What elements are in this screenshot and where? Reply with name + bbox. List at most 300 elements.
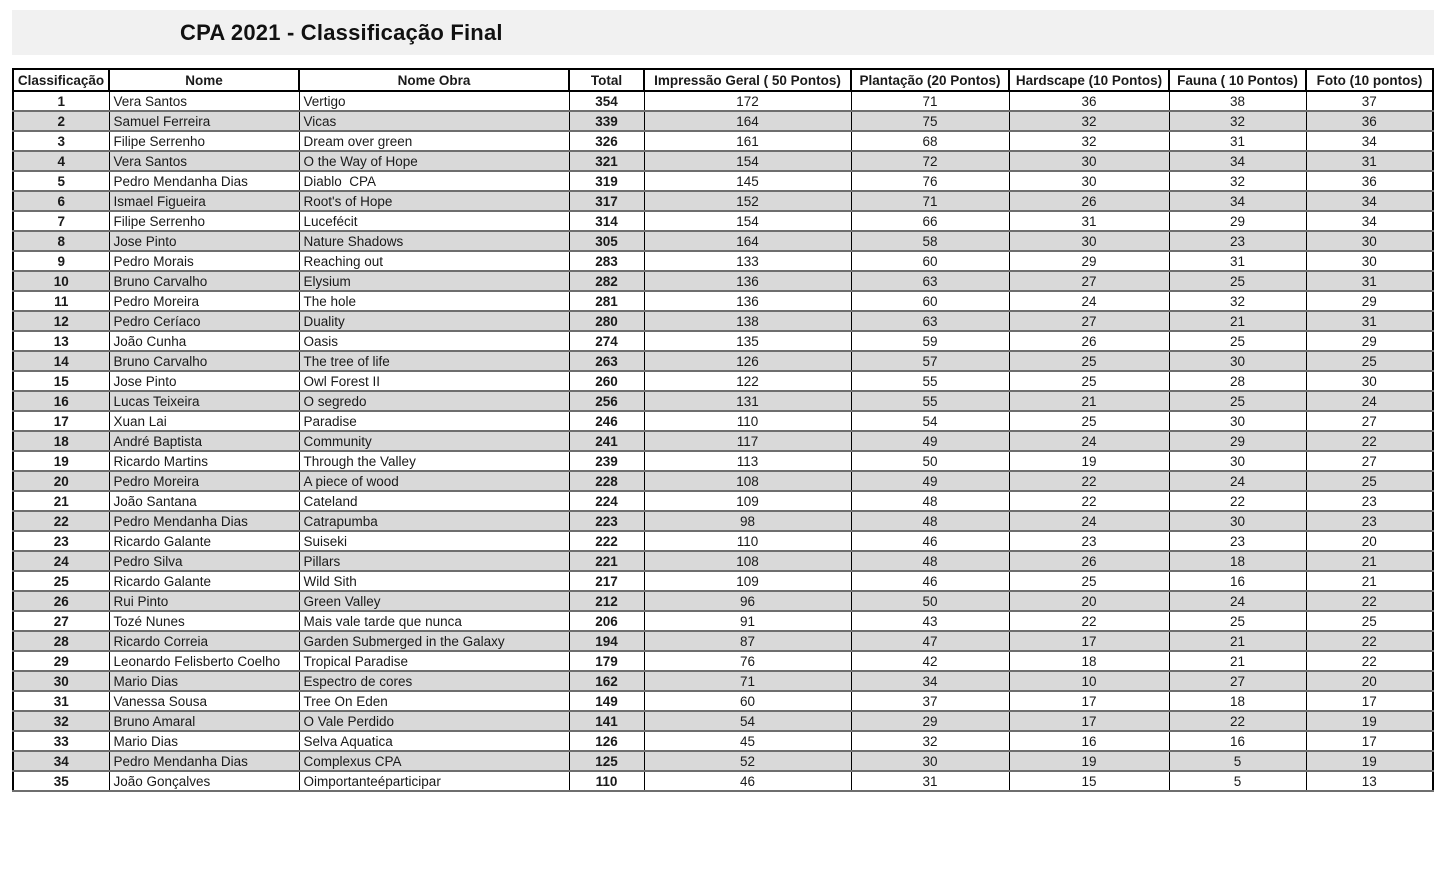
cell-hardscape: 19 bbox=[1009, 451, 1169, 471]
cell-total: 263 bbox=[569, 351, 644, 371]
cell-hardscape: 29 bbox=[1009, 251, 1169, 271]
cell-nome: Rui Pinto bbox=[109, 591, 299, 611]
cell-total: 179 bbox=[569, 651, 644, 671]
cell-classificacao: 17 bbox=[13, 411, 109, 431]
cell-plantacao: 47 bbox=[851, 631, 1009, 651]
cell-nome-obra: Diablo CPA bbox=[299, 171, 569, 191]
cell-foto: 31 bbox=[1306, 271, 1433, 291]
cell-plantacao: 60 bbox=[851, 251, 1009, 271]
cell-nome-obra: Complexus CPA bbox=[299, 751, 569, 771]
cell-foto: 20 bbox=[1306, 531, 1433, 551]
cell-hardscape: 27 bbox=[1009, 271, 1169, 291]
cell-fauna: 5 bbox=[1169, 771, 1306, 791]
cell-fauna: 25 bbox=[1169, 391, 1306, 411]
cell-foto: 22 bbox=[1306, 591, 1433, 611]
col-header-total: Total bbox=[569, 69, 644, 91]
cell-foto: 25 bbox=[1306, 351, 1433, 371]
cell-fauna: 32 bbox=[1169, 171, 1306, 191]
cell-impressao-geral: 126 bbox=[644, 351, 851, 371]
cell-nome: Vera Santos bbox=[109, 151, 299, 171]
cell-classificacao: 2 bbox=[13, 111, 109, 131]
cell-classificacao: 14 bbox=[13, 351, 109, 371]
cell-nome-obra: The tree of life bbox=[299, 351, 569, 371]
cell-plantacao: 75 bbox=[851, 111, 1009, 131]
cell-impressao-geral: 76 bbox=[644, 651, 851, 671]
cell-nome: Jose Pinto bbox=[109, 371, 299, 391]
cell-nome-obra: Owl Forest II bbox=[299, 371, 569, 391]
cell-total: 326 bbox=[569, 131, 644, 151]
cell-classificacao: 33 bbox=[13, 731, 109, 751]
page-title: CPA 2021 - Classificação Final bbox=[180, 19, 503, 45]
cell-nome: Pedro Mendanha Dias bbox=[109, 511, 299, 531]
table-row bbox=[13, 731, 1433, 751]
cell-fauna: 29 bbox=[1169, 431, 1306, 451]
cell-total: 217 bbox=[569, 571, 644, 591]
cell-hardscape: 17 bbox=[1009, 711, 1169, 731]
cell-fauna: 21 bbox=[1169, 651, 1306, 671]
cell-nome-obra: Vicas bbox=[299, 111, 569, 131]
cell-impressao-geral: 108 bbox=[644, 471, 851, 491]
cell-nome-obra: Pillars bbox=[299, 551, 569, 571]
cell-nome-obra: Mais vale tarde que nunca bbox=[299, 611, 569, 631]
cell-plantacao: 60 bbox=[851, 291, 1009, 311]
table-row bbox=[13, 431, 1433, 451]
cell-plantacao: 50 bbox=[851, 591, 1009, 611]
cell-plantacao: 29 bbox=[851, 711, 1009, 731]
cell-foto: 23 bbox=[1306, 511, 1433, 531]
cell-total: 206 bbox=[569, 611, 644, 631]
cell-nome-obra: Oasis bbox=[299, 331, 569, 351]
cell-plantacao: 48 bbox=[851, 491, 1009, 511]
cell-fauna: 16 bbox=[1169, 731, 1306, 751]
cell-impressao-geral: 161 bbox=[644, 131, 851, 151]
cell-nome: Samuel Ferreira bbox=[109, 111, 299, 131]
cell-foto: 24 bbox=[1306, 391, 1433, 411]
cell-foto: 31 bbox=[1306, 151, 1433, 171]
cell-fauna: 16 bbox=[1169, 571, 1306, 591]
cell-plantacao: 63 bbox=[851, 271, 1009, 291]
cell-impressao-geral: 46 bbox=[644, 771, 851, 791]
cell-nome-obra: The hole bbox=[299, 291, 569, 311]
cell-classificacao: 25 bbox=[13, 571, 109, 591]
cell-fauna: 23 bbox=[1169, 531, 1306, 551]
cell-impressao-geral: 136 bbox=[644, 271, 851, 291]
cell-plantacao: 32 bbox=[851, 731, 1009, 751]
cell-nome-obra: Dream over green bbox=[299, 131, 569, 151]
cell-impressao-geral: 52 bbox=[644, 751, 851, 771]
cell-hardscape: 10 bbox=[1009, 671, 1169, 691]
table-row bbox=[13, 671, 1433, 691]
cell-impressao-geral: 164 bbox=[644, 231, 851, 251]
cell-hardscape: 26 bbox=[1009, 551, 1169, 571]
cell-plantacao: 34 bbox=[851, 671, 1009, 691]
cell-classificacao: 34 bbox=[13, 751, 109, 771]
cell-total: 281 bbox=[569, 291, 644, 311]
cell-hardscape: 31 bbox=[1009, 211, 1169, 231]
cell-fauna: 32 bbox=[1169, 291, 1306, 311]
cell-nome: Bruno Amaral bbox=[109, 711, 299, 731]
cell-foto: 30 bbox=[1306, 251, 1433, 271]
cell-hardscape: 18 bbox=[1009, 651, 1169, 671]
cell-hardscape: 24 bbox=[1009, 511, 1169, 531]
cell-nome: Bruno Carvalho bbox=[109, 351, 299, 371]
cell-impressao-geral: 110 bbox=[644, 531, 851, 551]
cell-plantacao: 76 bbox=[851, 171, 1009, 191]
cell-hardscape: 22 bbox=[1009, 611, 1169, 631]
table-row bbox=[13, 371, 1433, 391]
cell-fauna: 25 bbox=[1169, 331, 1306, 351]
cell-plantacao: 68 bbox=[851, 131, 1009, 151]
table-row bbox=[13, 611, 1433, 631]
table-row bbox=[13, 631, 1433, 651]
cell-total: 241 bbox=[569, 431, 644, 451]
cell-plantacao: 49 bbox=[851, 471, 1009, 491]
cell-nome-obra: Suiseki bbox=[299, 531, 569, 551]
table-row bbox=[13, 771, 1433, 791]
cell-plantacao: 48 bbox=[851, 511, 1009, 531]
cell-total: 305 bbox=[569, 231, 644, 251]
table-row bbox=[13, 551, 1433, 571]
cell-total: 223 bbox=[569, 511, 644, 531]
cell-total: 314 bbox=[569, 211, 644, 231]
table-row bbox=[13, 491, 1433, 511]
cell-total: 317 bbox=[569, 191, 644, 211]
cell-impressao-geral: 109 bbox=[644, 571, 851, 591]
cell-nome: Bruno Carvalho bbox=[109, 271, 299, 291]
cell-nome: Jose Pinto bbox=[109, 231, 299, 251]
table-row bbox=[13, 111, 1433, 131]
cell-total: 110 bbox=[569, 771, 644, 791]
cell-classificacao: 3 bbox=[13, 131, 109, 151]
cell-foto: 21 bbox=[1306, 571, 1433, 591]
cell-nome-obra: Tropical Paradise bbox=[299, 651, 569, 671]
cell-foto: 29 bbox=[1306, 331, 1433, 351]
cell-nome-obra: Duality bbox=[299, 311, 569, 331]
cell-nome: Vanessa Sousa bbox=[109, 691, 299, 711]
cell-nome: Tozé Nunes bbox=[109, 611, 299, 631]
cell-impressao-geral: 54 bbox=[644, 711, 851, 731]
cell-classificacao: 26 bbox=[13, 591, 109, 611]
cell-fauna: 22 bbox=[1169, 491, 1306, 511]
cell-fauna: 30 bbox=[1169, 451, 1306, 471]
cell-nome: Lucas Teixeira bbox=[109, 391, 299, 411]
title-banner bbox=[12, 10, 1434, 55]
cell-classificacao: 1 bbox=[13, 91, 109, 111]
cell-plantacao: 71 bbox=[851, 191, 1009, 211]
cell-nome-obra: Lucefécit bbox=[299, 211, 569, 231]
cell-hardscape: 21 bbox=[1009, 391, 1169, 411]
cell-foto: 13 bbox=[1306, 771, 1433, 791]
cell-impressao-geral: 145 bbox=[644, 171, 851, 191]
cell-classificacao: 32 bbox=[13, 711, 109, 731]
table-row bbox=[13, 471, 1433, 491]
table-row bbox=[13, 331, 1433, 351]
cell-foto: 19 bbox=[1306, 711, 1433, 731]
cell-plantacao: 30 bbox=[851, 751, 1009, 771]
cell-total: 221 bbox=[569, 551, 644, 571]
cell-fauna: 34 bbox=[1169, 191, 1306, 211]
cell-impressao-geral: 131 bbox=[644, 391, 851, 411]
cell-nome-obra: Paradise bbox=[299, 411, 569, 431]
cell-classificacao: 19 bbox=[13, 451, 109, 471]
cell-nome: André Baptista bbox=[109, 431, 299, 451]
cell-hardscape: 32 bbox=[1009, 111, 1169, 131]
cell-total: 274 bbox=[569, 331, 644, 351]
cell-nome: Pedro Silva bbox=[109, 551, 299, 571]
cell-nome-obra: Vertigo bbox=[299, 91, 569, 111]
cell-fauna: 24 bbox=[1169, 471, 1306, 491]
cell-impressao-geral: 110 bbox=[644, 411, 851, 431]
cell-impressao-geral: 152 bbox=[644, 191, 851, 211]
cell-nome-obra: Nature Shadows bbox=[299, 231, 569, 251]
cell-hardscape: 25 bbox=[1009, 351, 1169, 371]
cell-total: 126 bbox=[569, 731, 644, 751]
table-row bbox=[13, 391, 1433, 411]
cell-nome-obra: Elysium bbox=[299, 271, 569, 291]
cell-fauna: 24 bbox=[1169, 591, 1306, 611]
cell-foto: 21 bbox=[1306, 551, 1433, 571]
cell-total: 224 bbox=[569, 491, 644, 511]
cell-foto: 34 bbox=[1306, 211, 1433, 231]
cell-hardscape: 24 bbox=[1009, 431, 1169, 451]
cell-impressao-geral: 117 bbox=[644, 431, 851, 451]
cell-impressao-geral: 109 bbox=[644, 491, 851, 511]
cell-total: 149 bbox=[569, 691, 644, 711]
table-row bbox=[13, 531, 1433, 551]
cell-nome: Filipe Serrenho bbox=[109, 131, 299, 151]
cell-foto: 36 bbox=[1306, 111, 1433, 131]
cell-hardscape: 25 bbox=[1009, 571, 1169, 591]
cell-total: 162 bbox=[569, 671, 644, 691]
cell-plantacao: 42 bbox=[851, 651, 1009, 671]
cell-fauna: 5 bbox=[1169, 751, 1306, 771]
table-row bbox=[13, 171, 1433, 191]
table-row bbox=[13, 191, 1433, 211]
cell-hardscape: 26 bbox=[1009, 191, 1169, 211]
cell-total: 282 bbox=[569, 271, 644, 291]
cell-classificacao: 5 bbox=[13, 171, 109, 191]
cell-classificacao: 6 bbox=[13, 191, 109, 211]
cell-impressao-geral: 138 bbox=[644, 311, 851, 331]
cell-foto: 31 bbox=[1306, 311, 1433, 331]
cell-hardscape: 27 bbox=[1009, 311, 1169, 331]
cell-hardscape: 22 bbox=[1009, 491, 1169, 511]
cell-nome-obra: O Vale Perdido bbox=[299, 711, 569, 731]
cell-nome: Pedro Mendanha Dias bbox=[109, 171, 299, 191]
cell-nome-obra: Selva Aquatica bbox=[299, 731, 569, 751]
cell-foto: 22 bbox=[1306, 431, 1433, 451]
cell-plantacao: 50 bbox=[851, 451, 1009, 471]
cell-nome: Pedro Moreira bbox=[109, 471, 299, 491]
cell-impressao-geral: 172 bbox=[644, 91, 851, 111]
table-row bbox=[13, 571, 1433, 591]
cell-foto: 29 bbox=[1306, 291, 1433, 311]
cell-total: 256 bbox=[569, 391, 644, 411]
cell-nome-obra: Root's of Hope bbox=[299, 191, 569, 211]
cell-classificacao: 10 bbox=[13, 271, 109, 291]
cell-total: 354 bbox=[569, 91, 644, 111]
cell-impressao-geral: 87 bbox=[644, 631, 851, 651]
cell-total: 212 bbox=[569, 591, 644, 611]
cell-fauna: 30 bbox=[1169, 411, 1306, 431]
cell-total: 283 bbox=[569, 251, 644, 271]
col-header-fauna: Fauna ( 10 Pontos) bbox=[1169, 69, 1306, 91]
cell-nome: Ricardo Martins bbox=[109, 451, 299, 471]
cell-total: 141 bbox=[569, 711, 644, 731]
cell-foto: 17 bbox=[1306, 691, 1433, 711]
cell-nome-obra: Catrapumba bbox=[299, 511, 569, 531]
results-table bbox=[12, 68, 1434, 792]
cell-total: 194 bbox=[569, 631, 644, 651]
cell-nome: Ismael Figueira bbox=[109, 191, 299, 211]
cell-classificacao: 35 bbox=[13, 771, 109, 791]
cell-foto: 20 bbox=[1306, 671, 1433, 691]
cell-impressao-geral: 108 bbox=[644, 551, 851, 571]
cell-classificacao: 18 bbox=[13, 431, 109, 451]
cell-classificacao: 15 bbox=[13, 371, 109, 391]
cell-hardscape: 15 bbox=[1009, 771, 1169, 791]
cell-foto: 34 bbox=[1306, 191, 1433, 211]
cell-fauna: 31 bbox=[1169, 131, 1306, 151]
cell-nome-obra: Oimportanteéparticipar bbox=[299, 771, 569, 791]
cell-fauna: 18 bbox=[1169, 551, 1306, 571]
cell-nome-obra: Reaching out bbox=[299, 251, 569, 271]
col-header-nome: Nome bbox=[109, 69, 299, 91]
cell-classificacao: 29 bbox=[13, 651, 109, 671]
cell-plantacao: 49 bbox=[851, 431, 1009, 451]
cell-plantacao: 43 bbox=[851, 611, 1009, 631]
cell-classificacao: 12 bbox=[13, 311, 109, 331]
cell-total: 339 bbox=[569, 111, 644, 131]
header-row bbox=[13, 69, 1433, 91]
cell-nome: Pedro Mendanha Dias bbox=[109, 751, 299, 771]
cell-hardscape: 25 bbox=[1009, 411, 1169, 431]
cell-impressao-geral: 96 bbox=[644, 591, 851, 611]
cell-nome: Mario Dias bbox=[109, 671, 299, 691]
cell-impressao-geral: 122 bbox=[644, 371, 851, 391]
cell-impressao-geral: 164 bbox=[644, 111, 851, 131]
cell-total: 246 bbox=[569, 411, 644, 431]
cell-foto: 22 bbox=[1306, 631, 1433, 651]
cell-hardscape: 23 bbox=[1009, 531, 1169, 551]
table-row bbox=[13, 251, 1433, 271]
cell-nome-obra: Espectro de cores bbox=[299, 671, 569, 691]
cell-classificacao: 9 bbox=[13, 251, 109, 271]
cell-classificacao: 11 bbox=[13, 291, 109, 311]
col-header-plantacao: Plantação (20 Pontos) bbox=[851, 69, 1009, 91]
cell-total: 222 bbox=[569, 531, 644, 551]
table-row bbox=[13, 231, 1433, 251]
cell-hardscape: 32 bbox=[1009, 131, 1169, 151]
col-header-hardscape: Hardscape (10 Pontos) bbox=[1009, 69, 1169, 91]
cell-classificacao: 13 bbox=[13, 331, 109, 351]
cell-nome: Xuan Lai bbox=[109, 411, 299, 431]
table-row bbox=[13, 411, 1433, 431]
cell-impressao-geral: 113 bbox=[644, 451, 851, 471]
cell-nome: Leonardo Felisberto Coelho bbox=[109, 651, 299, 671]
cell-nome: Mario Dias bbox=[109, 731, 299, 751]
col-header-classificacao: Classificação bbox=[13, 69, 109, 91]
cell-plantacao: 46 bbox=[851, 531, 1009, 551]
cell-plantacao: 63 bbox=[851, 311, 1009, 331]
cell-nome: João Gonçalves bbox=[109, 771, 299, 791]
cell-classificacao: 4 bbox=[13, 151, 109, 171]
cell-fauna: 38 bbox=[1169, 91, 1306, 111]
cell-classificacao: 28 bbox=[13, 631, 109, 651]
cell-nome: Ricardo Galante bbox=[109, 531, 299, 551]
cell-hardscape: 26 bbox=[1009, 331, 1169, 351]
cell-classificacao: 20 bbox=[13, 471, 109, 491]
col-header-foto: Foto (10 pontos) bbox=[1306, 69, 1433, 91]
cell-foto: 37 bbox=[1306, 91, 1433, 111]
cell-fauna: 31 bbox=[1169, 251, 1306, 271]
cell-impressao-geral: 135 bbox=[644, 331, 851, 351]
table-row bbox=[13, 751, 1433, 771]
cell-total: 228 bbox=[569, 471, 644, 491]
cell-hardscape: 22 bbox=[1009, 471, 1169, 491]
cell-impressao-geral: 71 bbox=[644, 671, 851, 691]
cell-total: 260 bbox=[569, 371, 644, 391]
cell-nome-obra: Cateland bbox=[299, 491, 569, 511]
cell-nome: João Santana bbox=[109, 491, 299, 511]
table-row bbox=[13, 211, 1433, 231]
cell-nome: Ricardo Correia bbox=[109, 631, 299, 651]
cell-plantacao: 72 bbox=[851, 151, 1009, 171]
cell-nome: Ricardo Galante bbox=[109, 571, 299, 591]
table-row bbox=[13, 591, 1433, 611]
cell-impressao-geral: 133 bbox=[644, 251, 851, 271]
table-header bbox=[13, 69, 1433, 91]
cell-classificacao: 24 bbox=[13, 551, 109, 571]
cell-hardscape: 30 bbox=[1009, 171, 1169, 191]
cell-nome: Pedro Moreira bbox=[109, 291, 299, 311]
table-row bbox=[13, 511, 1433, 531]
cell-impressao-geral: 60 bbox=[644, 691, 851, 711]
cell-nome-obra: O the Way of Hope bbox=[299, 151, 569, 171]
cell-foto: 30 bbox=[1306, 231, 1433, 251]
cell-plantacao: 57 bbox=[851, 351, 1009, 371]
cell-hardscape: 20 bbox=[1009, 591, 1169, 611]
table-row bbox=[13, 351, 1433, 371]
table-row bbox=[13, 91, 1433, 111]
cell-classificacao: 22 bbox=[13, 511, 109, 531]
cell-classificacao: 23 bbox=[13, 531, 109, 551]
table-row bbox=[13, 291, 1433, 311]
cell-hardscape: 17 bbox=[1009, 631, 1169, 651]
cell-hardscape: 17 bbox=[1009, 691, 1169, 711]
table-row bbox=[13, 271, 1433, 291]
cell-total: 321 bbox=[569, 151, 644, 171]
cell-nome-obra: A piece of wood bbox=[299, 471, 569, 491]
cell-plantacao: 48 bbox=[851, 551, 1009, 571]
cell-plantacao: 46 bbox=[851, 571, 1009, 591]
cell-plantacao: 55 bbox=[851, 391, 1009, 411]
cell-nome-obra: O segredo bbox=[299, 391, 569, 411]
cell-fauna: 32 bbox=[1169, 111, 1306, 131]
cell-plantacao: 31 bbox=[851, 771, 1009, 791]
cell-nome: Vera Santos bbox=[109, 91, 299, 111]
cell-nome: João Cunha bbox=[109, 331, 299, 351]
cell-nome: Filipe Serrenho bbox=[109, 211, 299, 231]
cell-total: 319 bbox=[569, 171, 644, 191]
cell-foto: 36 bbox=[1306, 171, 1433, 191]
table-row bbox=[13, 711, 1433, 731]
cell-plantacao: 71 bbox=[851, 91, 1009, 111]
cell-impressao-geral: 154 bbox=[644, 211, 851, 231]
cell-hardscape: 25 bbox=[1009, 371, 1169, 391]
cell-total: 280 bbox=[569, 311, 644, 331]
cell-impressao-geral: 154 bbox=[644, 151, 851, 171]
